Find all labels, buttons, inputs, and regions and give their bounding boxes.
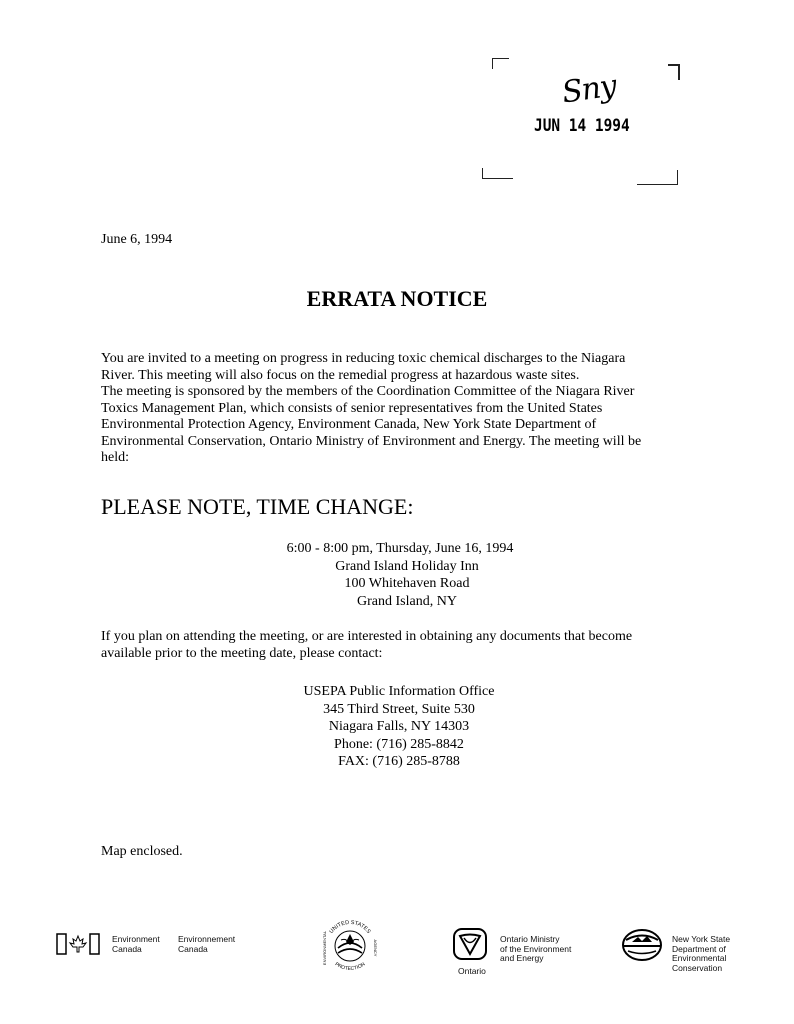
svg-text:UNITED STATES xyxy=(329,920,372,935)
epa-seal-bottom-text: PROTECTION xyxy=(333,961,367,973)
contact-paragraph xyxy=(101,628,632,662)
intro-line: Toxics Management Plan, which consists of senior representatives from the United States xyxy=(101,400,603,416)
ontario-trillium-icon xyxy=(452,927,488,961)
env-canada-en: Environment Canada xyxy=(112,934,160,954)
ontario-label: Ontario xyxy=(458,966,486,976)
contact-block xyxy=(0,683,794,771)
env-canada-fr: Environnement Canada xyxy=(178,934,236,954)
contact-office: USEPA Public Information Office xyxy=(303,684,495,699)
contact-intro-line: If you plan on attending the meeting, or are interested in obtaining any documents that become xyxy=(101,629,633,644)
contact-street: 345 Third Street, Suite 530 xyxy=(323,701,475,717)
contact-fax: FAX: (716) 285-8788 xyxy=(338,754,460,770)
canada-flag-icon xyxy=(56,933,100,955)
contact-city: Niagara Falls, NY 14303 xyxy=(328,719,470,735)
epa-seal-right-text: AGENCY xyxy=(373,939,378,957)
intro-line: River. This meeting will also focus on the remedial progress at hazardous waste sites. xyxy=(101,367,580,383)
intro-line: Environmental Conservation, Ontario Ministry of Environment and Energy. The meeting will be xyxy=(101,433,642,449)
epa-seal-top-text: UNITED STATES xyxy=(328,919,372,935)
stamp-corner xyxy=(492,58,509,69)
meeting-venue: Grand Island Holiday Inn xyxy=(335,558,479,574)
meeting-city: Grand Island, NY xyxy=(357,593,457,609)
intro-paragraph xyxy=(101,351,701,467)
intro-line: held: xyxy=(101,450,129,465)
meeting-time: 6:00 - 8:00 pm, Thursday, June 16, 1994 xyxy=(286,541,514,556)
svg-text:PROTECTION xyxy=(334,961,367,972)
contact-intro-line: available prior to the meeting date, please contact: xyxy=(101,646,383,661)
received-stamp xyxy=(478,50,688,195)
intro-line: You are invited to a meeting on progress in reducing toxic chemical discharges to the Niagara xyxy=(101,351,626,366)
epa-seal-left-text: ENVIRONMENTAL xyxy=(322,930,327,966)
stamp-date: JUN 14 1994 xyxy=(534,116,630,136)
letter-date: June 6, 1994 xyxy=(101,232,173,247)
ontario-ministry-label: Ontario Ministry of the Environment and Energy xyxy=(500,934,572,963)
meeting-details xyxy=(0,540,794,610)
stamp-initials: Sny xyxy=(559,68,619,111)
map-enclosed-note: Map enclosed. xyxy=(101,844,183,859)
nys-dec-logo-icon xyxy=(620,928,664,962)
contact-phone: Phone: (716) 285-8842 xyxy=(334,736,464,752)
stamp-corner xyxy=(668,64,680,80)
stamp-corner xyxy=(482,168,513,179)
time-change-heading: PLEASE NOTE, TIME CHANGE: xyxy=(101,494,414,519)
stamp-corner xyxy=(637,170,678,185)
nys-dec-label: New York State Department of Environmental Conservation xyxy=(672,934,731,973)
page-title: ERRATA NOTICE xyxy=(306,286,488,311)
intro-line: Environmental Protection Agency, Environment Canada, New York State Department of xyxy=(101,417,597,432)
meeting-street: 100 Whitehaven Road xyxy=(344,576,470,592)
epa-seal-icon xyxy=(316,912,384,980)
intro-line: The meeting is sponsored by the members of the Coordination Committee of the Niagara River xyxy=(101,384,635,399)
